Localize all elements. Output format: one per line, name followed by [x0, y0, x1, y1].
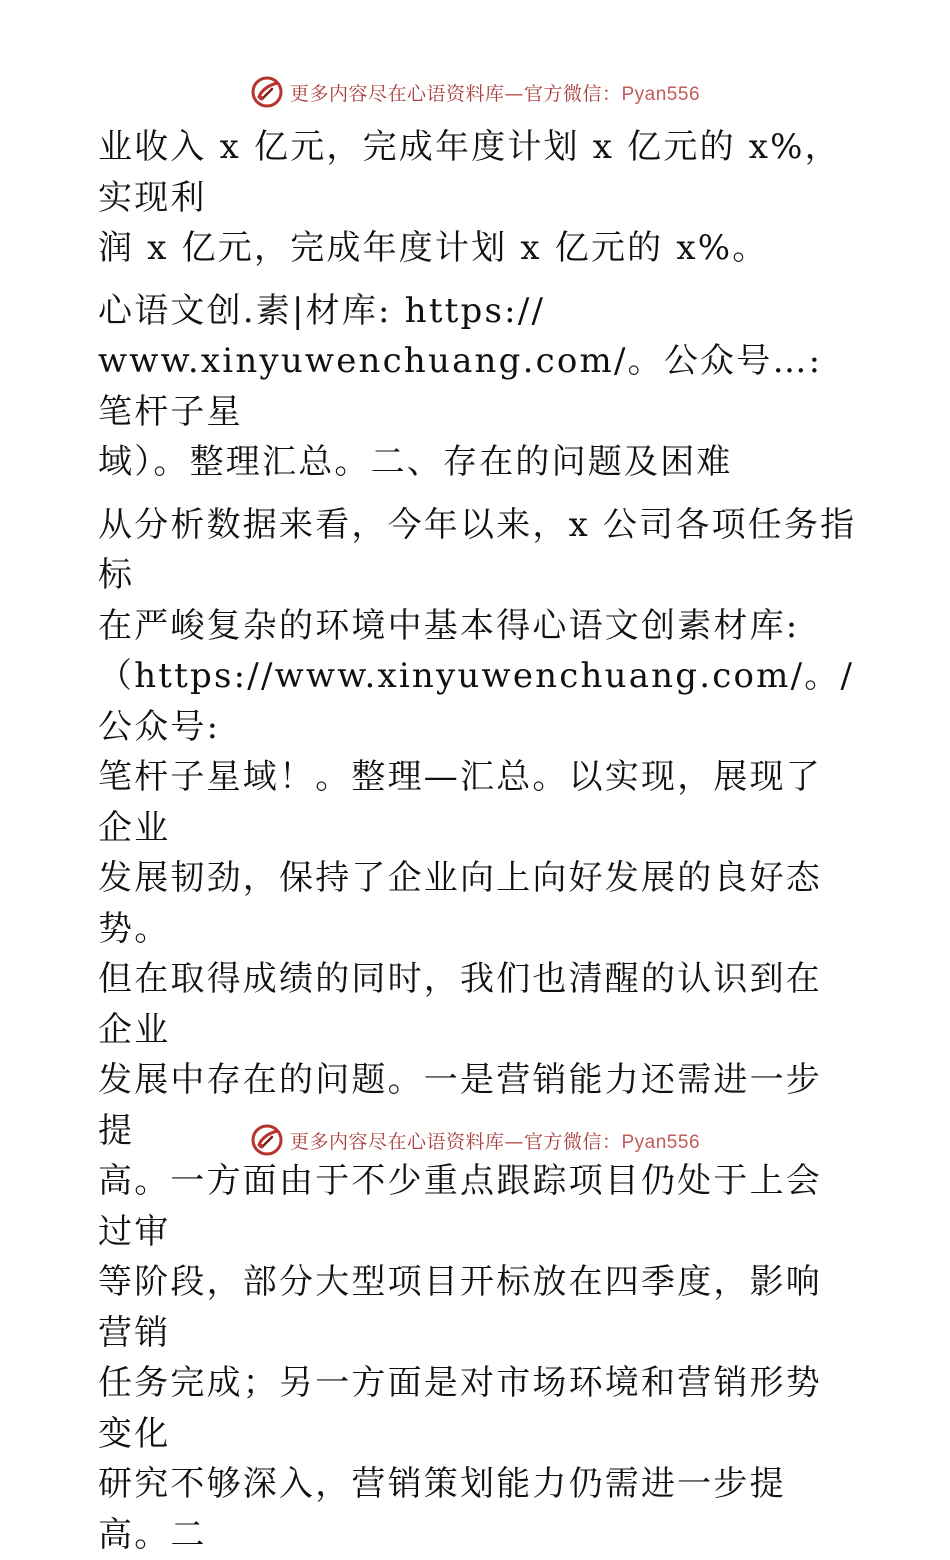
footer-banner-text: [290, 1127, 700, 1154]
header-banner: [0, 72, 950, 112]
library-logo-icon: [250, 75, 284, 109]
text-line: 研究不够深入，营销策划能力仍需进一步提高。二: [98, 1464, 786, 1555]
text-line: 心语文创.素|材库: https://: [98, 291, 545, 331]
text-line: 笔杆子星域！。整理—汇总。以实现，展现了企业: [98, 757, 822, 848]
paragraph-revenue: [98, 122, 858, 274]
header-banner-text: [290, 79, 700, 106]
text-line: www.xinyuwenchuang.com/。公众号…: 笔杆子星: [98, 341, 822, 432]
text-line: 润 x 亿元，完成年度计划 x 亿元的 x%。: [98, 228, 768, 268]
text-line: 任务完成；另一方面是对市场环境和营销形势变化: [98, 1363, 822, 1454]
header-wechat-id: Pyan556: [622, 84, 701, 105]
paragraph-source-note: [98, 286, 858, 488]
header-wechat-label: 官方微信：: [524, 83, 622, 105]
footer-banner: [0, 1120, 950, 1160]
text-line: 高。一方面由于不少重点跟踪项目仍处于上会过审: [98, 1161, 822, 1252]
text-line: （https://www.xinyuwenchuang.com/。/公众号:: [98, 656, 854, 747]
footer-banner-title: 更多内容尽在心语资料库: [290, 1131, 505, 1153]
footer-banner-dash: —: [504, 1131, 524, 1153]
text-line: 在严峻复杂的环境中基本得心语文创素材库:: [98, 606, 799, 646]
header-banner-dash: —: [504, 83, 524, 105]
paragraph-problems: [98, 500, 858, 1560]
text-line: 发展韧劲，保持了企业向上向好发展的良好态势。: [98, 858, 822, 949]
footer-wechat-label: 官方微信：: [524, 1131, 622, 1153]
text-line: 发展中存在的问题。一是营销能力还需进一步提: [98, 1060, 822, 1151]
text-line: 等阶段，部分大型项目开标放在四季度，影响营销: [98, 1262, 822, 1353]
text-line: 业收入 x 亿元，完成年度计划 x 亿元的 x%，实现利: [98, 127, 841, 218]
library-logo-icon: [250, 1123, 284, 1157]
header-banner-title: 更多内容尽在心语资料库: [290, 83, 505, 105]
text-line: 但在取得成绩的同时，我们也清醒的认识到在企业: [98, 959, 822, 1050]
document-body: [98, 122, 858, 1560]
text-line: 域）。整理汇总。二、存在的问题及困难: [98, 442, 733, 482]
footer-wechat-id: Pyan556: [622, 1132, 701, 1153]
text-line: 从分析数据来看，今年以来，x 公司各项任务指标: [98, 505, 856, 596]
